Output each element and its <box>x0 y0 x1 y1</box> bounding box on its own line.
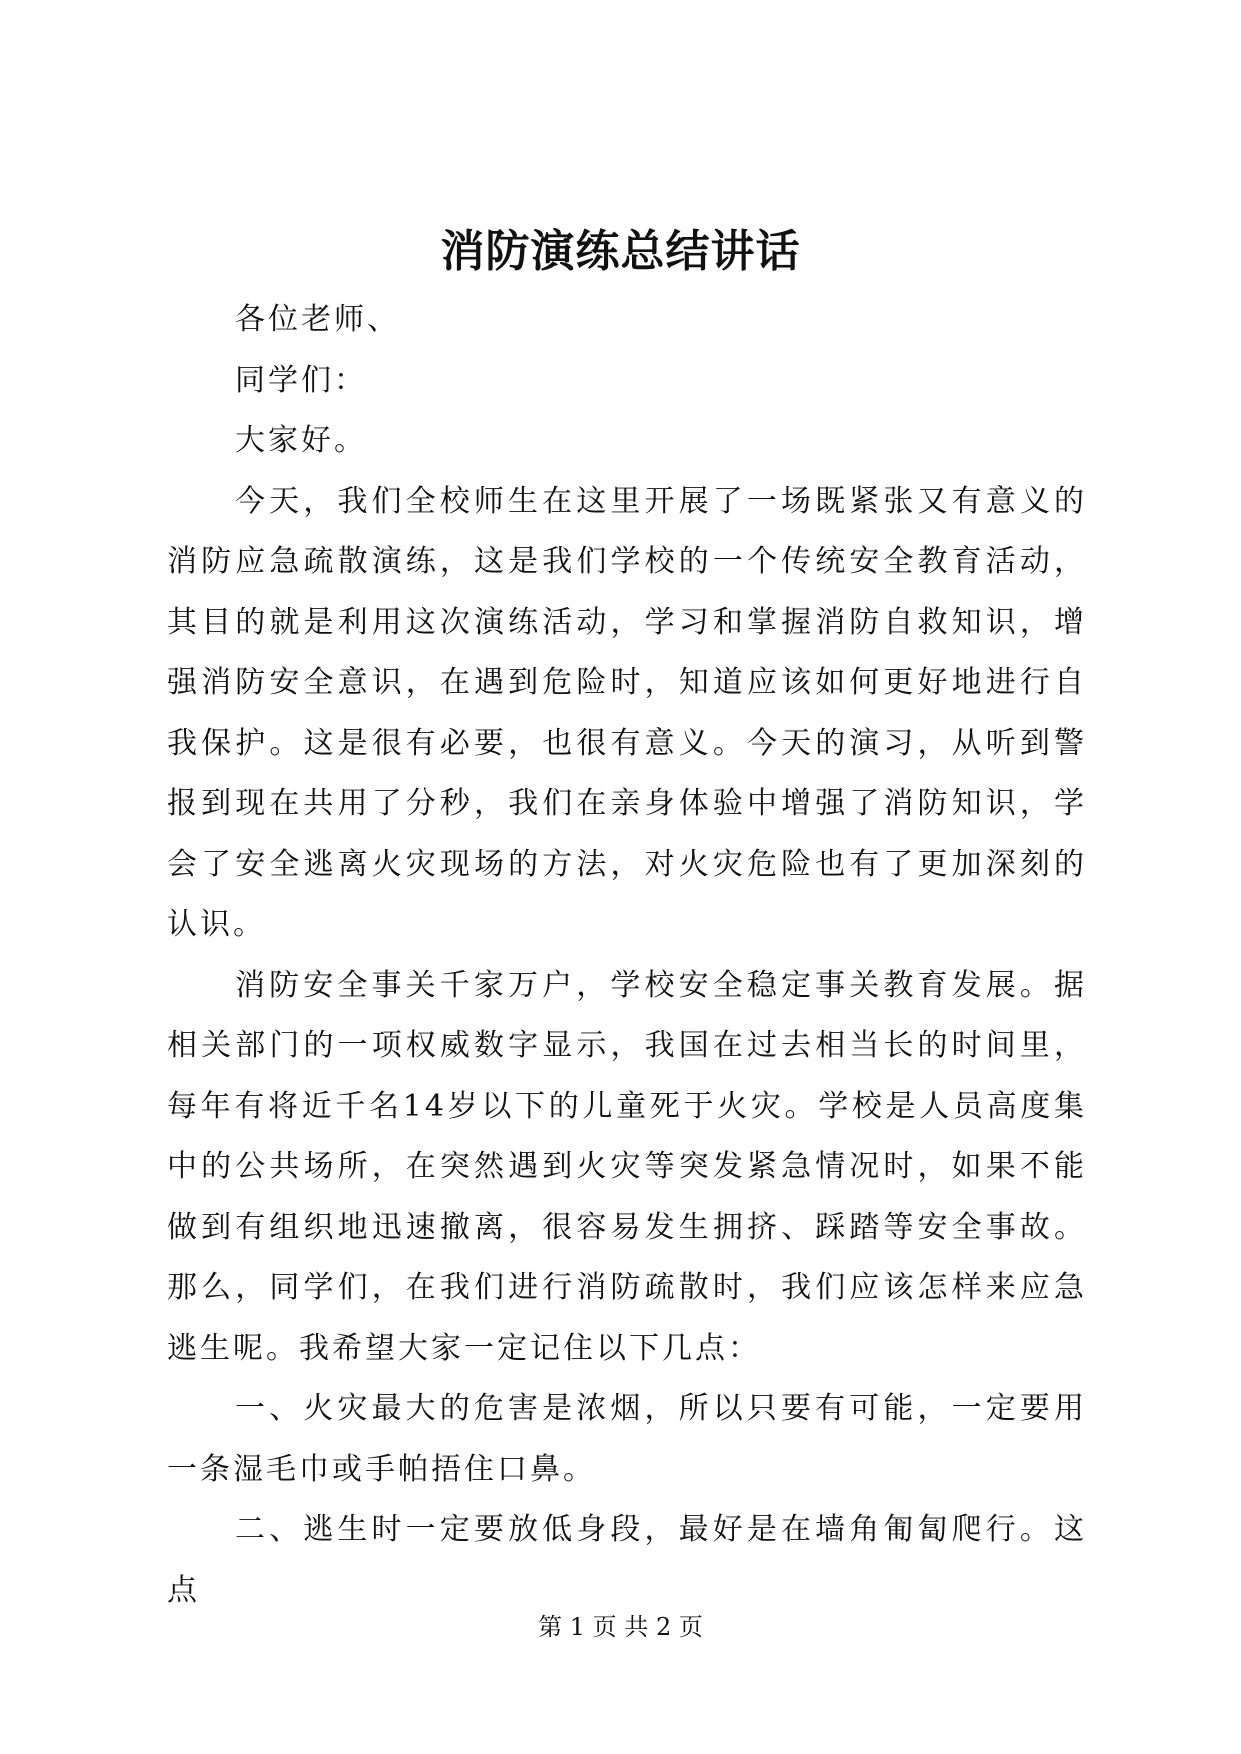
paragraph-fire-safety: 消防安全事关千家万户，学校安全稳定事关教育发展。据相关部门的一项权威数字显示，我国在过去相当长的时间里，每年有将近千名14岁以下的儿童死于火灾。学校是人员高度集中的公共场所，在突然遇到火灾等突发紧急情况时，如果不能做到有组织地迅速撤离，很容易发生拥挤、踩踏等安全事故。那么，同学们，在我们进行消防疏散时，我们应该怎样来应急逃生呢。我希望大家一定记住以下几点： <box>167 967 1087 1366</box>
paragraph-greeting: 大家好。 <box>235 423 367 458</box>
paragraph-point-2: 二、逃生时一定要放低身段，最好是在墙角匍匐爬行。这点 <box>167 1512 1087 1608</box>
document-title: 消防演练总结讲话 <box>440 226 801 277</box>
document-body <box>167 290 1087 1621</box>
paragraph-salutation-2: 同学们： <box>235 362 367 398</box>
paragraph-point-1: 一、火灾最大的危害是浓烟，所以只要有可能，一定要用一条湿毛巾或手帕捂住口鼻。 <box>167 1391 1087 1487</box>
page-footer: 第 1 页 共 2 页 <box>538 1613 703 1641</box>
paragraph-salutation-1: 各位老师、 <box>235 302 400 337</box>
paragraph-drill-intro: 今天，我们全校师生在这里开展了一场既紧张又有意义的消防应急疏散演练，这是我们学校的一个传统安全教育活动，其目的就是利用这次演练活动，学习和掌握消防自救知识，增强消防安全意识，在遇到危险时，知道应该如何更好地进行自我保护。这是很有必要，也很有意义。今天的演习，从听到警报到现在共用了分秒，我们在亲身体验中增强了消防知识，学会了安全逃离火灾现场的方法，对火灾危险也有了更加深刻的认识。 <box>167 483 1087 942</box>
